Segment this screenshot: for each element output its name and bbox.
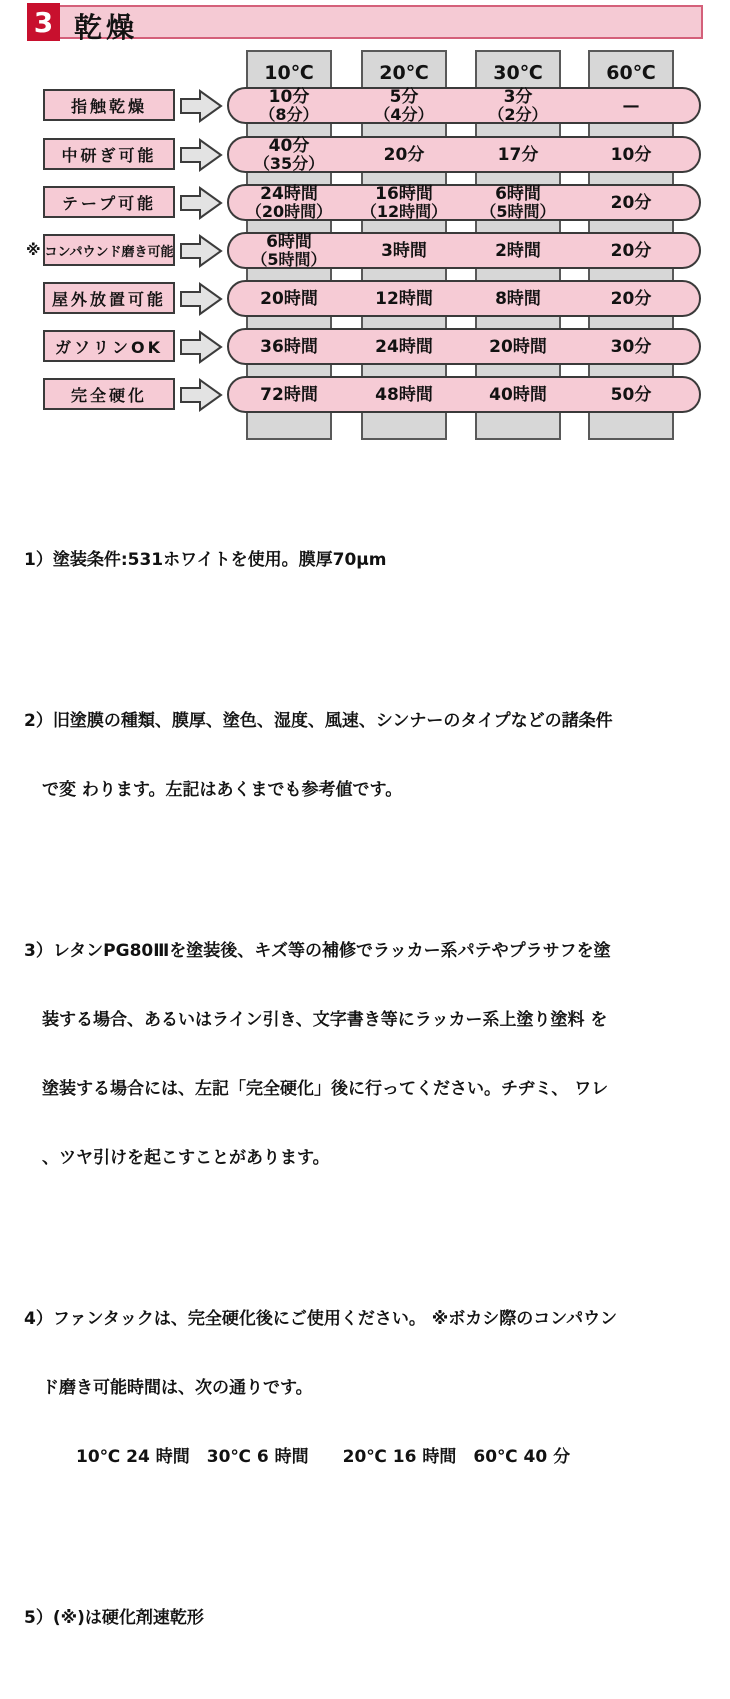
- duration-value: 20分: [610, 192, 652, 213]
- row-label-box: [43, 282, 175, 314]
- duration-value: 48時間: [375, 384, 433, 405]
- duration-value-paren: （2分）: [488, 105, 548, 124]
- duration-value: 36時間: [260, 336, 318, 357]
- duration-cell: [574, 138, 688, 171]
- duration-cell: [461, 138, 575, 171]
- row-label: 中研ぎ可能: [61, 145, 157, 165]
- footnote-line: [24, 1607, 720, 1630]
- duration-row: [227, 376, 701, 413]
- duration-value: 10分: [268, 87, 310, 107]
- duration-value: 24時間: [260, 184, 318, 204]
- duration-row: [227, 184, 701, 221]
- row-label: ガソリンOK: [54, 337, 163, 357]
- duration-cell: [232, 282, 346, 315]
- arrow-right-icon: [180, 331, 222, 363]
- duration-value: —: [622, 95, 640, 116]
- duration-value: 3分: [503, 87, 533, 107]
- duration-value: 12時間: [375, 288, 433, 309]
- duration-cell: [461, 234, 575, 267]
- footnote-line: ド磨き可能時間は、次の通りです。: [42, 1378, 313, 1398]
- footnote-line: [24, 1308, 720, 1331]
- footnote-line: 装する場合、あるいはライン引き、文字書き等にラッカー系上塗り塗料 を: [42, 1010, 608, 1030]
- duration-row: [227, 136, 701, 173]
- duration-value: 24時間: [375, 336, 433, 357]
- duration-value-paren: （5時間）: [251, 250, 327, 269]
- duration-cell: [232, 138, 346, 171]
- duration-cell: [347, 282, 461, 315]
- note-mark: ※: [26, 241, 41, 259]
- duration-cell: [461, 186, 575, 219]
- arrow-right-icon: [180, 379, 222, 411]
- duration-value: 30分: [610, 336, 652, 357]
- duration-value: 16時間: [375, 184, 433, 204]
- footnote-text: レタンPG80Ⅲを塗装後、キズ等の補修でラッカー系パテやプラサフを塗: [52, 941, 611, 961]
- row-label: コンパウンド磨き可能: [44, 244, 174, 260]
- row-label: 指触乾燥: [70, 96, 147, 116]
- arrow-right-icon: [180, 90, 222, 122]
- footnote: [24, 1561, 720, 1676]
- duration-cell: [347, 138, 461, 171]
- duration-row: [227, 328, 701, 365]
- row-label-box: [43, 186, 175, 218]
- temp-header: 20℃: [379, 62, 429, 84]
- duration-value-paren: （4分）: [374, 105, 434, 124]
- duration-value: 8時間: [495, 288, 541, 309]
- footnote-text: 旧塗膜の種類、膜厚、塗色、湿度、風速、シンナーのタイプなどの諸条件: [52, 711, 613, 731]
- duration-cell: [347, 89, 461, 122]
- footnote-line: [24, 710, 720, 733]
- footnotes: [24, 457, 720, 1699]
- arrow-right-icon: [180, 187, 222, 219]
- duration-cell: [232, 234, 346, 267]
- duration-value: 20分: [383, 144, 425, 165]
- footnote-number: 2）: [24, 711, 53, 731]
- duration-value: 6時間: [495, 184, 541, 204]
- duration-cell: [232, 330, 346, 363]
- row-label-box: [43, 234, 175, 266]
- footnote: [24, 1262, 720, 1515]
- duration-cell: [347, 330, 461, 363]
- duration-cell: [232, 89, 346, 122]
- footnote-line: 、ツヤ引けを起こすことがあります。: [42, 1148, 330, 1168]
- duration-value-paren: （35分）: [253, 154, 325, 173]
- duration-value-paren: （8分）: [259, 105, 319, 124]
- footnote-text: 塗装条件:531ホワイトを使用。膜厚70μm: [52, 550, 387, 570]
- footnote-time-values: 10℃ 24 時間 30℃ 6 時間 20℃ 16 時間 60℃ 40 分: [76, 1447, 571, 1467]
- duration-value: 50分: [610, 384, 652, 405]
- duration-value: 40分: [268, 136, 310, 156]
- duration-value-paren: （20時間）: [245, 202, 333, 221]
- duration-value: 17分: [497, 144, 539, 165]
- duration-cell: [347, 378, 461, 411]
- duration-value-paren: （5時間）: [480, 202, 556, 221]
- footnote-number: 1）: [24, 550, 53, 570]
- footnote-line: で変 わります。左記はあくまでも参考値です。: [42, 780, 403, 800]
- arrow-right-icon: [180, 235, 222, 267]
- temp-header: 60℃: [606, 62, 656, 84]
- row-label: 屋外放置可能: [51, 289, 166, 309]
- duration-cell: [232, 186, 346, 219]
- duration-cell: [232, 378, 346, 411]
- duration-value: 20分: [610, 288, 652, 309]
- duration-value: 20時間: [489, 336, 547, 357]
- duration-value: 20分: [610, 240, 652, 261]
- footnote-line: [24, 940, 720, 963]
- footnote-number: 5）: [24, 1608, 53, 1628]
- duration-cell: [574, 234, 688, 267]
- duration-cell: [574, 330, 688, 363]
- footnote-text: (※)は硬化剤速乾形: [52, 1608, 204, 1628]
- duration-value: 6時間: [266, 232, 312, 252]
- duration-value: 10分: [610, 144, 652, 165]
- footnote-number: 3）: [24, 941, 53, 961]
- duration-cell: [347, 186, 461, 219]
- row-label-box: [43, 330, 175, 362]
- footnote: [24, 894, 720, 1216]
- duration-cell: [574, 89, 688, 122]
- duration-cell: [347, 234, 461, 267]
- duration-cell: [461, 89, 575, 122]
- duration-value: 20時間: [260, 288, 318, 309]
- row-label-box: [43, 138, 175, 170]
- footnote-text: ファンタックは、完全硬化後にご使用ください。 ※ボカシ際のコンパウン: [52, 1309, 618, 1329]
- duration-value: 3時間: [381, 240, 427, 261]
- duration-value: 5分: [389, 87, 419, 107]
- duration-cell: [461, 330, 575, 363]
- row-label-box: [43, 378, 175, 410]
- duration-row: [227, 232, 701, 269]
- duration-value-paren: （12時間）: [360, 202, 448, 221]
- arrow-right-icon: [180, 283, 222, 315]
- footnote-number: 4）: [24, 1309, 53, 1329]
- footnote: [24, 664, 720, 848]
- temp-header: 30℃: [493, 62, 543, 84]
- duration-cell: [574, 282, 688, 315]
- section-title: 乾燥: [74, 11, 139, 44]
- duration-cell: [574, 378, 688, 411]
- duration-cell: [461, 378, 575, 411]
- temp-header: 10℃: [264, 62, 314, 84]
- arrow-right-icon: [180, 139, 222, 171]
- footnote-line: [24, 549, 720, 572]
- duration-cell: [461, 282, 575, 315]
- footnote: [24, 503, 720, 618]
- footnote-line: 塗装する場合には、左記「完全硬化」後に行ってください。チヂミ、 ワレ: [42, 1079, 609, 1099]
- duration-cell: [574, 186, 688, 219]
- duration-value: 72時間: [260, 384, 318, 405]
- duration-value: 2時間: [495, 240, 541, 261]
- row-label: 完全硬化: [70, 385, 147, 405]
- row-label: テープ可能: [61, 193, 157, 213]
- duration-row: [227, 87, 701, 124]
- row-label-box: [43, 89, 175, 121]
- duration-row: [227, 280, 701, 317]
- duration-value: 40時間: [489, 384, 547, 405]
- section-number-badge: 3: [27, 3, 60, 41]
